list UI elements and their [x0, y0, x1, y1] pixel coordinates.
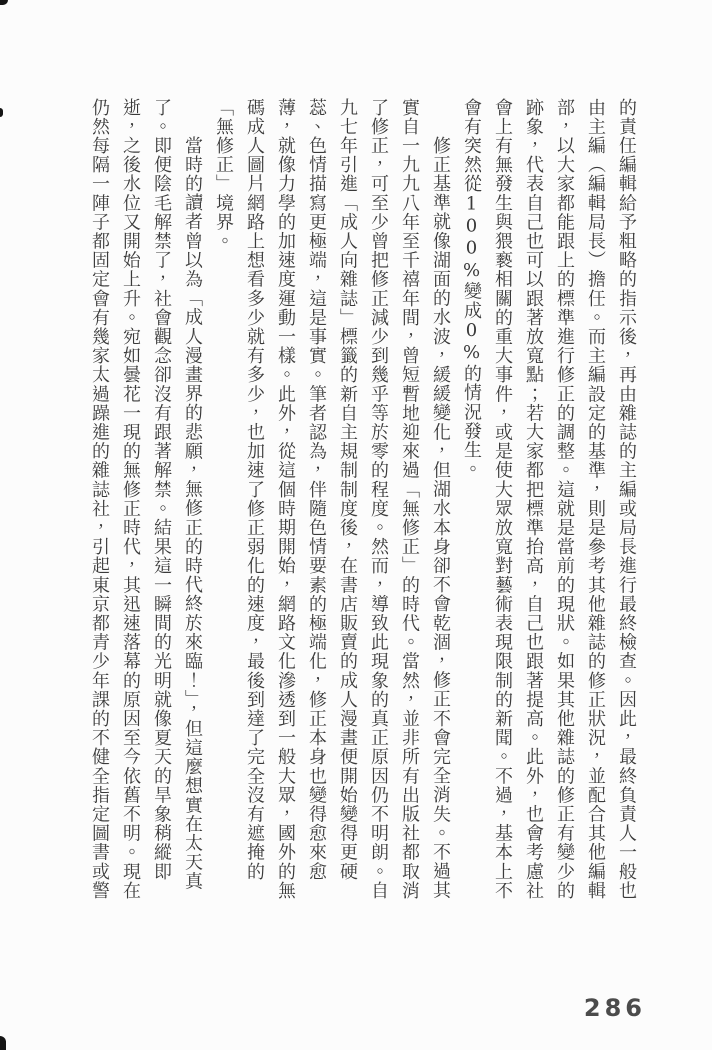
- text-column: 仍然每隔一陣子都固定會有幾家太過躁進的雜誌社，引起東京都青少年課的不健全指定圖書或警: [89, 98, 110, 901]
- text-column: 由主編（編輯局長）擔任。而主編設定的基準，則是參考其他雜誌的修正狀況，並配合其他編輯: [585, 98, 606, 901]
- text-column: 會上有無發生與猥褻相關的重大事件，或是使大眾放寬對藝術表現限制的新聞。不過，基本上不: [492, 98, 513, 901]
- text-column: 了修正，可至少曾把修正減少到幾乎等於零的程度。然而，導致此現象的真正原因仍不明朗。自: [368, 98, 389, 901]
- text-column: 部，以大家都能跟上的標準進行修正的調整。這就是當前的現狀。如果其他雜誌的修正有變少的: [554, 98, 575, 901]
- text-column: 會有突然從100%變成0%的情況發生。: [461, 98, 482, 479]
- text-column: 的責任編輯給予粗略的指示後，再由雜誌的主編或局長進行最終檢查。因此，最終負責人一般也: [616, 98, 637, 901]
- scan-artifact: [0, 1036, 6, 1050]
- text-column: 逝，之後水位又開始上升。宛如曇花一現的無修正時代，其迅速落幕的原因至今依舊不明。現在: [120, 98, 141, 901]
- text-column: 實自一九九八年至千禧年間，曾短暫地迎來過「無修正」的時代。當然，並非所有出版社都取消: [399, 98, 420, 901]
- text-column: 「無修正」境界。: [213, 98, 234, 251]
- scan-artifact: [0, 108, 3, 117]
- page-number: 286: [583, 994, 646, 1022]
- text-column: 九七年引進「成人向雜誌」標籤的新自主規制制度後，在書店販賣的成人漫畫便開始變得更硬: [337, 98, 358, 882]
- scan-artifact: [0, 0, 8, 5]
- text-column: 跡象，代表自己也可以跟著放寬點；若大家都把標準抬高，自己也跟著提高。此外，也會考慮社: [523, 98, 544, 901]
- text-column: 當時的讀者曾以為「成人漫畫界的悲願，無修正的時代終於來臨！」，但這麼想實在太天真: [182, 136, 203, 891]
- text-column: 了。即便陰毛解禁了，社會觀念卻沒有跟著解禁。結果這一瞬間的光明就像夏天的旱象稍縱即: [151, 98, 172, 882]
- text-column: 修正基準就像湖面的水波，緩緩變化，但湖水本身卻不會乾涸，修正不會完全消失。不過其: [430, 136, 451, 900]
- text-column: 薄，就像力學的加速度運動一樣。此外，從這個時期開始，網路文化滲透到一般大眾，國外的無: [275, 98, 296, 901]
- text-column: 蕊、色情描寫更極端，這是事實。筆者認為，伴隨色情要素的極端化，修正本身也變得愈來愈: [306, 98, 327, 882]
- text-column: 碼成人圖片網路上想看多少就有多少，也加速了修正弱化的速度，最後到達了完全沒有遮掩的: [244, 98, 265, 882]
- text-block: [84, 98, 642, 906]
